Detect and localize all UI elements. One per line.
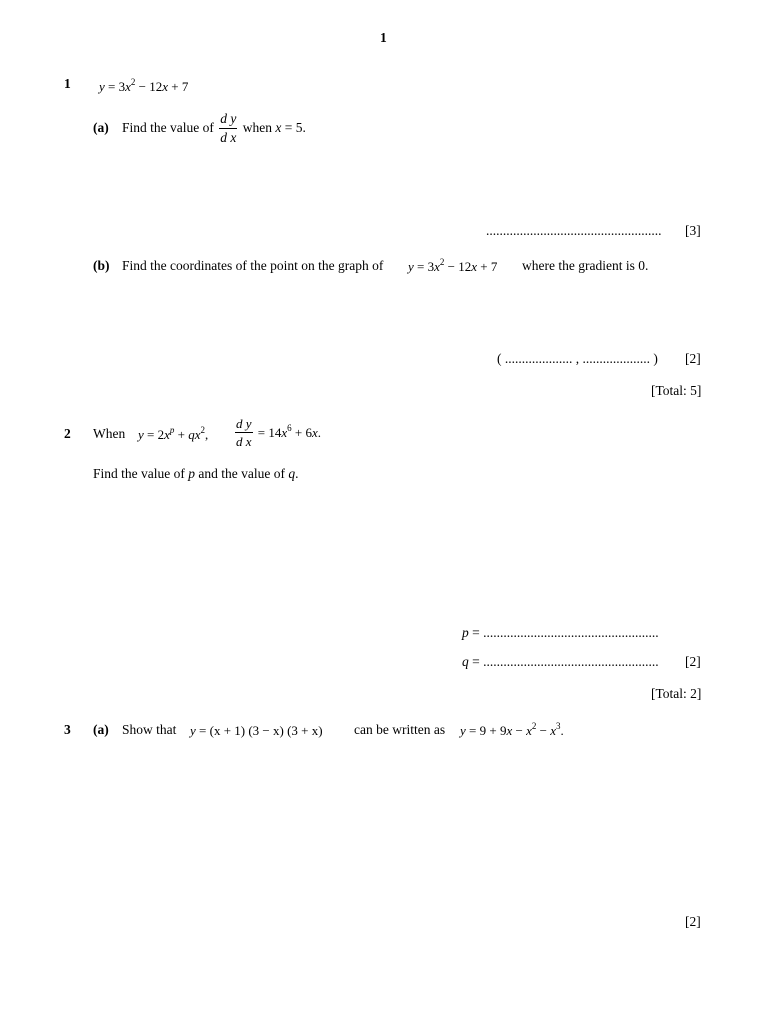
total-1: [Total: 5] (651, 383, 702, 398)
question-1-equation: $y = 3x^2 - 12x + 7$ (99, 77, 189, 94)
question-2-equation: $y = 2x^p + qx^2$, (138, 425, 209, 442)
question-1a-text: Find the value of $\frac{\text{d y}}{\text{d x}}$ when x = 5. (122, 111, 306, 145)
p-answer-row: p = .................................................... (462, 625, 659, 640)
question-2-instruction: Find the value of p and the value of q. (93, 466, 299, 481)
question-3a-expression: y = (x + 1) (3 − x) (3 + x) (190, 723, 323, 738)
marks-3a: [2] (685, 914, 701, 929)
dy-dx-fraction: $\frac{\text{d y}}{\text{d x}}$ (220, 111, 237, 145)
question-2-derivative: $\frac{\text{d y}}{\text{d x}}$ = $14x^6 + 6x$. (236, 416, 322, 449)
question-1-number: 1 (64, 76, 71, 91)
question-2-number: 2 (64, 426, 71, 441)
marks-1b: [2] (685, 351, 701, 366)
part-a-label-3: (a) (93, 722, 109, 737)
answer-line-1a[interactable]: .................................................... (486, 223, 662, 238)
question-2-when: When (93, 426, 126, 441)
question-1b-text-after: where the gradient is 0. (522, 258, 649, 273)
part-a-label: (a) (93, 120, 109, 135)
marks-1a: [3] (685, 223, 701, 238)
part-b-label: (b) (93, 258, 110, 273)
question-3-number: 3 (64, 722, 71, 737)
marks-2: [2] (685, 654, 701, 669)
p-answer-line[interactable]: .................................................... (483, 625, 659, 640)
page-number: 1 (380, 30, 387, 45)
total-2: [Total: 2] (651, 686, 702, 701)
coordinate-answer-1b[interactable]: ( .................... , .................... ) (497, 351, 658, 366)
question-1b-text: Find the coordinates of the point on the graph of (122, 258, 384, 273)
question-3a-result: $y = 9 + 9x - x^2 - x^3$. (460, 721, 564, 738)
q-answer-line[interactable]: .................................................... (483, 654, 659, 669)
dy-dx-fraction-2: $\frac{\text{d y}}{\text{d x}}$ (236, 416, 252, 449)
question-3a-text: Show that (122, 722, 177, 737)
q-answer-row: q = .................................................... (462, 654, 659, 669)
question-3a-text-mid: can be written as (354, 722, 446, 737)
question-1b-equation: $y = 3x^2 - 12x + 7$ (408, 257, 498, 274)
